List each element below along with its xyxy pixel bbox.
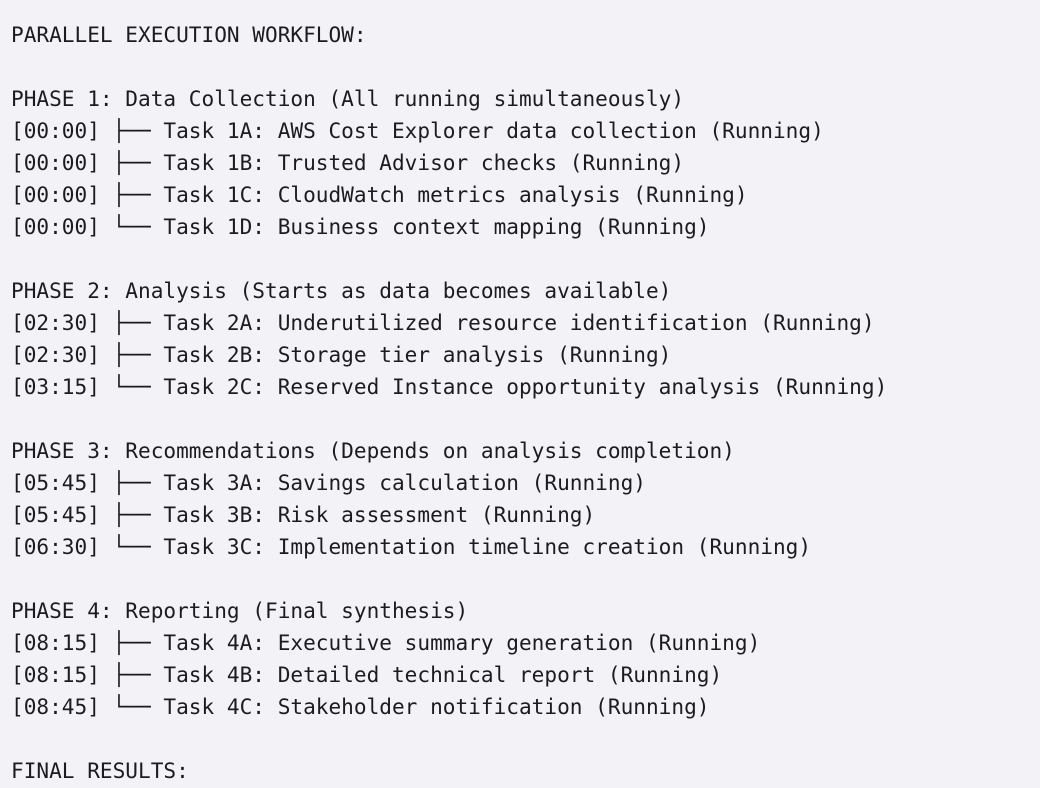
task-1b-line: [00:00] ├── Task 1B: Trusted Advisor checks (Running): [11, 150, 685, 175]
phase-3-title: PHASE 3: Recommendations (Depends on analysis completion): [11, 438, 735, 463]
phase-1-title: PHASE 1: Data Collection (All running simultaneously): [11, 86, 685, 111]
task-4c-line: [08:45] └── Task 4C: Stakeholder notification (Running): [11, 694, 710, 719]
phase-2-title: PHASE 2: Analysis (Starts as data becomes available): [11, 278, 672, 303]
task-1a-line: [00:00] ├── Task 1A: AWS Cost Explorer data collection (Running): [11, 118, 824, 143]
task-3c-line: [06:30] └── Task 3C: Implementation timeline creation (Running): [11, 534, 812, 559]
final-results-heading: FINAL RESULTS:: [11, 758, 189, 783]
task-1d-line: [00:00] └── Task 1D: Business context mapping (Running): [11, 214, 710, 239]
phase-4-section: [11, 595, 1036, 723]
phase-3-section: [11, 435, 1036, 563]
task-3b-line: [05:45] ├── Task 3B: Risk assessment (Running): [11, 502, 596, 527]
phase-1-section: [11, 83, 1036, 243]
phase-2-section: [11, 275, 1036, 403]
workflow-header: PARALLEL EXECUTION WORKFLOW:: [11, 22, 367, 47]
task-4b-line: [08:15] ├── Task 4B: Detailed technical report (Running): [11, 662, 723, 687]
blank-line: [11, 51, 1036, 83]
task-3a-line: [05:45] ├── Task 3A: Savings calculation (Running): [11, 470, 646, 495]
blank-line: [11, 723, 1036, 755]
phase-4-title: PHASE 4: Reporting (Final synthesis): [11, 598, 469, 623]
task-1c-line: [00:00] ├── Task 1C: CloudWatch metrics analysis (Running): [11, 182, 748, 207]
task-4a-line: [08:15] ├── Task 4A: Executive summary generation (Running): [11, 630, 761, 655]
blank-line: [11, 563, 1036, 595]
blank-line: [11, 243, 1036, 275]
task-2a-line: [02:30] ├── Task 2A: Underutilized resource identification (Running): [11, 310, 875, 335]
blank-line: [11, 403, 1036, 435]
task-2c-line: [03:15] └── Task 2C: Reserved Instance opportunity analysis (Running): [11, 374, 888, 399]
task-2b-line: [02:30] ├── Task 2B: Storage tier analysis (Running): [11, 342, 672, 367]
workflow-document: [11, 19, 1036, 787]
